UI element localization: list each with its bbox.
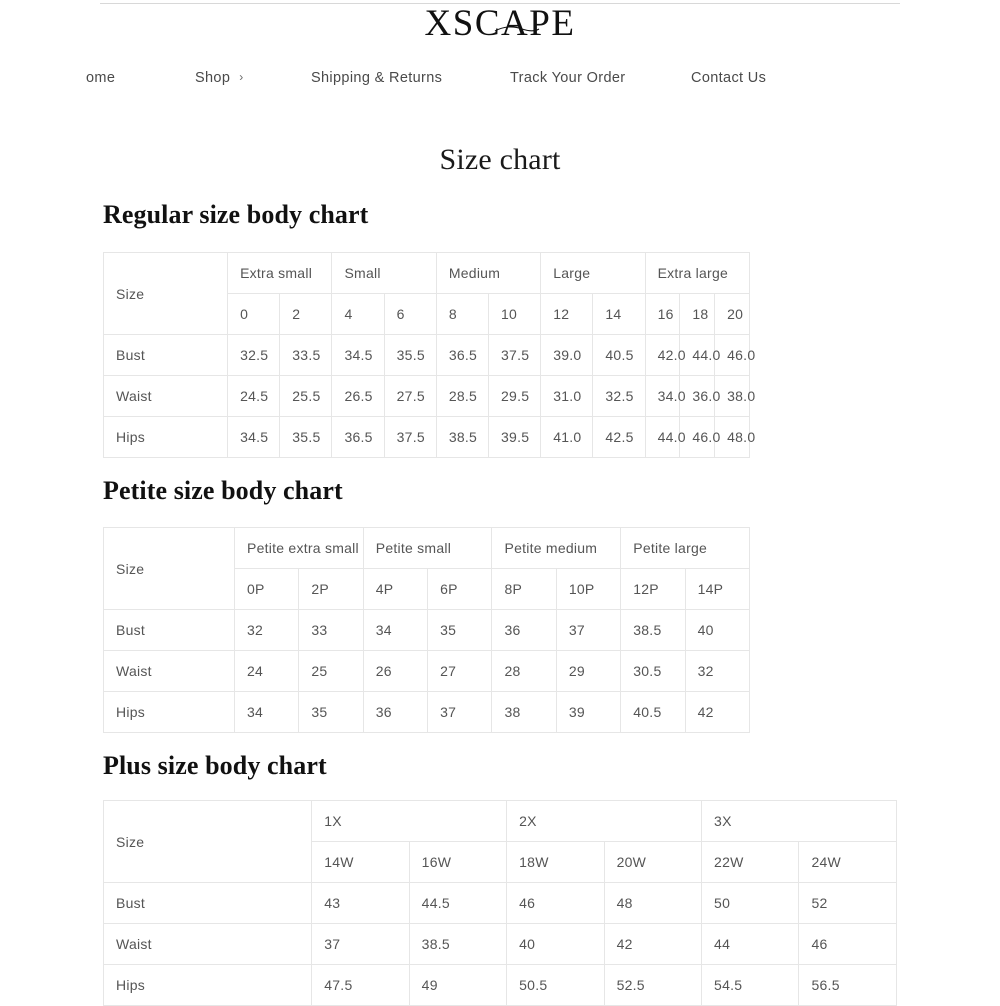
site-header — [0, 0, 1000, 108]
nav-item-shipping-returns[interactable] — [311, 64, 442, 92]
measurement-cell: 40 — [507, 924, 604, 965]
measurement-cell: 42 — [685, 692, 749, 733]
size-code-cell: 4P — [363, 569, 427, 610]
size-code-cell: 14 — [593, 294, 645, 335]
measurement-cell: 44.5 — [409, 883, 506, 924]
measurement-cell: 50.5 — [507, 965, 604, 1006]
table-row — [104, 965, 897, 1006]
page-title: Size chart — [439, 143, 561, 176]
measurement-label: Bust — [104, 335, 228, 376]
size-group-header: Extra large — [645, 253, 749, 294]
measurement-cell: 34 — [363, 610, 427, 651]
size-code-cell: 14P — [685, 569, 749, 610]
size-code-cell: 6P — [428, 569, 492, 610]
measurement-cell: 25 — [299, 651, 363, 692]
size-code-cell: 18W — [507, 842, 604, 883]
size-code-cell: 12 — [541, 294, 593, 335]
measurement-cell: 46.0 — [715, 335, 750, 376]
measurement-cell: 39.5 — [489, 417, 541, 458]
measurement-cell: 32.5 — [593, 376, 645, 417]
nav-item-shop-label: Shop — [195, 70, 231, 86]
measurement-label: Waist — [104, 651, 235, 692]
measurement-cell: 29 — [556, 651, 620, 692]
size-code-cell: 2P — [299, 569, 363, 610]
measurement-cell: 36 — [363, 692, 427, 733]
measurement-cell: 24 — [234, 651, 298, 692]
size-axis-label: Size — [104, 528, 235, 610]
measurement-cell: 27.5 — [384, 376, 436, 417]
measurement-cell: 49 — [409, 965, 506, 1006]
size-axis-label: Size — [104, 253, 228, 335]
measurement-label: Bust — [104, 883, 312, 924]
measurement-cell: 40.5 — [593, 335, 645, 376]
size-code-cell: 2 — [280, 294, 332, 335]
size-group-header: Small — [332, 253, 436, 294]
measurement-cell: 36.0 — [680, 376, 715, 417]
measurement-cell: 38.5 — [621, 610, 685, 651]
size-code-cell: 6 — [384, 294, 436, 335]
measurement-cell: 30.5 — [621, 651, 685, 692]
measurement-cell: 38.5 — [436, 417, 488, 458]
measurement-cell: 37.5 — [489, 335, 541, 376]
size-axis-label: Size — [104, 801, 312, 883]
table-header-row-groups — [104, 253, 750, 294]
measurement-label: Bust — [104, 610, 235, 651]
measurement-cell: 40 — [685, 610, 749, 651]
measurement-cell: 36.5 — [332, 417, 384, 458]
measurement-cell: 28.5 — [436, 376, 488, 417]
measurement-cell: 35 — [428, 610, 492, 651]
size-code-cell: 20 — [715, 294, 750, 335]
measurement-cell: 38 — [492, 692, 556, 733]
size-code-cell: 22W — [702, 842, 799, 883]
size-code-cell: 16W — [409, 842, 506, 883]
measurement-cell: 37 — [312, 924, 409, 965]
logo-text: XSCAPE — [424, 3, 576, 44]
measurement-cell: 44.0 — [680, 335, 715, 376]
nav-item-track-your-order[interactable] — [510, 64, 625, 92]
size-group-header: Petite large — [621, 528, 750, 569]
logo-wordmark — [425, 4, 576, 44]
size-group-header: Large — [541, 253, 645, 294]
measurement-cell: 46 — [799, 924, 897, 965]
regular-size-body-chart-table — [103, 252, 756, 458]
size-group-header: Extra small — [228, 253, 332, 294]
size-code-cell: 24W — [799, 842, 897, 883]
size-group-header: 2X — [507, 801, 702, 842]
size-code-cell: 10 — [489, 294, 541, 335]
measurement-cell: 42.5 — [593, 417, 645, 458]
measurement-label: Hips — [104, 692, 235, 733]
size-code-cell: 18 — [680, 294, 715, 335]
table-header-row-groups — [104, 528, 750, 569]
nav-item-shop[interactable] — [195, 64, 244, 92]
measurement-cell: 29.5 — [489, 376, 541, 417]
measurement-cell: 32.5 — [228, 335, 280, 376]
measurement-cell: 39 — [556, 692, 620, 733]
measurement-cell: 33 — [299, 610, 363, 651]
measurement-cell: 26.5 — [332, 376, 384, 417]
size-code-cell: 8 — [436, 294, 488, 335]
measurement-cell: 35.5 — [280, 417, 332, 458]
measurement-cell: 42.0 — [645, 335, 680, 376]
table-row — [104, 335, 750, 376]
measurement-cell: 44.0 — [645, 417, 680, 458]
size-group-header: 3X — [702, 801, 897, 842]
measurement-cell: 34.5 — [332, 335, 384, 376]
nav-item-contact-us-label: Contact Us — [691, 70, 767, 86]
measurement-cell: 36 — [492, 610, 556, 651]
measurement-cell: 31.0 — [541, 376, 593, 417]
measurement-cell: 38.0 — [715, 376, 750, 417]
nav-item-contact-us[interactable] — [691, 64, 766, 92]
size-code-cell: 0 — [228, 294, 280, 335]
size-group-header: Medium — [436, 253, 540, 294]
size-group-header: Petite extra small — [234, 528, 363, 569]
measurement-cell: 48 — [604, 883, 701, 924]
measurement-label: Waist — [104, 924, 312, 965]
table-row — [104, 692, 750, 733]
size-group-header: 1X — [312, 801, 507, 842]
measurement-cell: 25.5 — [280, 376, 332, 417]
measurement-cell: 34.5 — [228, 417, 280, 458]
table-row — [104, 417, 750, 458]
section-heading-plus: Plus size body chart — [103, 751, 327, 780]
table-row — [104, 883, 897, 924]
measurement-cell: 39.0 — [541, 335, 593, 376]
measurement-cell: 27 — [428, 651, 492, 692]
size-group-header: Petite small — [363, 528, 492, 569]
measurement-cell: 28 — [492, 651, 556, 692]
measurement-cell: 48.0 — [715, 417, 750, 458]
measurement-label: Waist — [104, 376, 228, 417]
measurement-cell: 40.5 — [621, 692, 685, 733]
size-code-cell: 12P — [621, 569, 685, 610]
size-group-header: Petite medium — [492, 528, 621, 569]
measurement-cell: 54.5 — [702, 965, 799, 1006]
size-code-cell: 4 — [332, 294, 384, 335]
measurement-cell: 34.0 — [645, 376, 680, 417]
measurement-cell: 41.0 — [541, 417, 593, 458]
nav-item-track-your-order-label: Track Your Order — [510, 70, 626, 86]
measurement-cell: 56.5 — [799, 965, 897, 1006]
measurement-cell: 52.5 — [604, 965, 701, 1006]
petite-size-body-chart-table — [103, 527, 750, 733]
measurement-cell: 34 — [234, 692, 298, 733]
size-code-cell: 10P — [556, 569, 620, 610]
measurement-cell: 26 — [363, 651, 427, 692]
table-header-row-groups — [104, 801, 897, 842]
measurement-cell: 47.5 — [312, 965, 409, 1006]
section-heading-regular: Regular size body chart — [103, 200, 369, 229]
measurement-cell: 52 — [799, 883, 897, 924]
plus-size-body-chart-table — [103, 800, 897, 1006]
measurement-cell: 42 — [604, 924, 701, 965]
nav-item-home[interactable] — [86, 64, 115, 92]
measurement-cell: 32 — [685, 651, 749, 692]
main-navigation[interactable] — [0, 64, 1000, 94]
nav-item-shipping-returns-label: Shipping & Returns — [311, 70, 443, 86]
measurement-cell: 36.5 — [436, 335, 488, 376]
nav-item-home-label: ome — [86, 70, 116, 86]
chevron-right-icon: › — [239, 70, 244, 84]
size-code-cell: 16 — [645, 294, 680, 335]
measurement-cell: 50 — [702, 883, 799, 924]
measurement-label: Hips — [104, 965, 312, 1006]
size-code-cell: 20W — [604, 842, 701, 883]
measurement-label: Hips — [104, 417, 228, 458]
size-code-cell: 8P — [492, 569, 556, 610]
measurement-cell: 32 — [234, 610, 298, 651]
measurement-cell: 35 — [299, 692, 363, 733]
measurement-cell: 33.5 — [280, 335, 332, 376]
size-code-cell: 0P — [234, 569, 298, 610]
size-code-cell: 14W — [312, 842, 409, 883]
measurement-cell: 46.0 — [680, 417, 715, 458]
site-logo[interactable] — [0, 4, 1000, 46]
measurement-cell: 37.5 — [384, 417, 436, 458]
measurement-cell: 37 — [556, 610, 620, 651]
measurement-cell: 35.5 — [384, 335, 436, 376]
table-row — [104, 376, 750, 417]
section-heading-petite: Petite size body chart — [103, 476, 343, 505]
table-row — [104, 924, 897, 965]
measurement-cell: 37 — [428, 692, 492, 733]
measurement-cell: 43 — [312, 883, 409, 924]
table-row — [104, 651, 750, 692]
measurement-cell: 46 — [507, 883, 604, 924]
table-row — [104, 610, 750, 651]
measurement-cell: 44 — [702, 924, 799, 965]
measurement-cell: 38.5 — [409, 924, 506, 965]
measurement-cell: 24.5 — [228, 376, 280, 417]
